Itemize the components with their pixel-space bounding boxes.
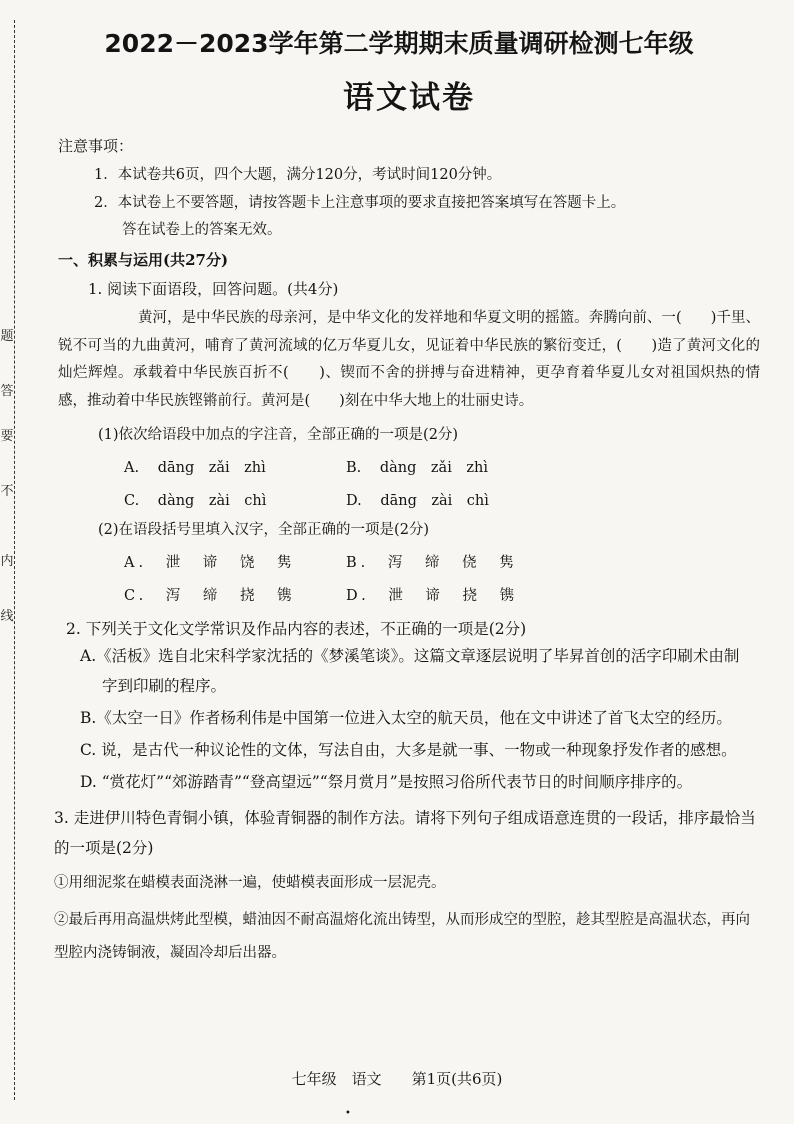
option-d: D. dāng zài chì (346, 493, 489, 509)
option-d: D. 泄 谛 挠 镌 (346, 588, 519, 604)
option-b: B. 泻 缔 侥 隽 (346, 555, 518, 571)
option-c: C. dàng zài chì (124, 493, 267, 509)
question-1-sub1-options (58, 456, 760, 477)
question-2-option-b: B.《太空一日》作者杨利伟是中国第一位进入太空的航天员，他在文中讲述了首飞太空的经历。 (80, 709, 732, 727)
notice-item-2: 2．本试卷上不要答题，请按答题卡上注意事项的要求直接把答案填写在答题卡上。 (94, 195, 626, 211)
question-1-passage: 黄河，是中华民族的母亲河，是中华文化的发祥地和华夏文明的摇篮。奔腾向前、一( )千里、锐不可当的九曲黄河，哺育了黄河流域的亿万华夏儿女，见证着中华民族的繁衍变迁，( )造了黄河文化的灿烂辉煌。承载着中华民族百折不( )、锲而不舍的拼搏与奋进精神，更孕育着华夏儿女对祖国炽热的情感，推动着中华民族铿锵前行。黄河是( )刻在中华大地上的壮丽史诗。 (58, 310, 760, 409)
notice-item-2-cont: 答在试卷上的答案无效。 (122, 222, 282, 238)
question-1-sub2: (2)在语段括号里填入汉字，全部正确的一项是(2分) (98, 522, 430, 538)
print-dot: • (345, 1108, 351, 1119)
option-a: A. 泄 谛 饶 隽 (124, 555, 296, 571)
binding-char: 要 (0, 429, 14, 444)
question-2-option-c: C. 说，是古代一种议论性的文体，写法自由，大多是就一事、一物或一种现象抒发作者的感想。 (80, 741, 737, 759)
question-3-stem: 3. 走进伊川特色青铜小镇，体验青铜器的制作方法。请将下列句子组成语意连贯的一段话，排序最恰当的一项是(2分) (54, 809, 756, 857)
question-3-item-1: ①用细泥浆在蜡模表面浇淋一遍，使蜡模表面形成一层泥壳。 (54, 875, 446, 891)
binding-char: 答 (0, 384, 14, 399)
page-footer: 七年级 语文 第1页(共6页) (291, 1070, 503, 1088)
question-1-sub2-options (58, 551, 760, 572)
question-2-option-d: D. “赏花灯”“郊游踏青”“登高望远”“祭月赏月”是按照习俗所代表节日的时间顺序排序的。 (80, 773, 693, 791)
exam-page (54, 14, 760, 970)
exam-title-line1: 2022－2023学年第二学期期末质量调研检测七年级 (104, 29, 694, 58)
question-2-option-a: A.《活板》选自北宋科学家沈括的《梦溪笔谈》。这篇文章逐层说明了毕昇首创的活字印刷术由制字到印刷的程序。 (80, 647, 740, 695)
section-heading: 一、积累与运用(共27分) (58, 251, 229, 269)
exam-title-line2: 语文试卷 (343, 80, 475, 116)
question-1-sub1-options (58, 489, 760, 510)
option-b: B. dàng zǎi zhì (346, 460, 488, 476)
question-1-stem: 1. 阅读下面语段，回答问题。(共4分) (88, 280, 339, 298)
binding-margin (0, 0, 22, 1124)
binding-char: 内 (0, 554, 14, 569)
binding-char: 不 (0, 484, 14, 499)
binding-char: 线 (0, 609, 14, 624)
notice-heading: 注意事项： (58, 137, 134, 155)
question-1-sub2-options (58, 584, 760, 605)
binding-char: 题 (0, 329, 14, 344)
option-a: A. dāng zǎi zhì (124, 460, 266, 476)
question-2-stem: 2. 下列关于文化文学常识及作品内容的表述，不正确的一项是(2分) (66, 620, 527, 638)
binding-dashed-line (14, 20, 15, 1100)
option-c: C. 泻 缔 挠 镌 (124, 588, 296, 604)
question-3-item-2: ②最后再用高温烘烤此型模，蜡油因不耐高温熔化流出铸型，从而形成空的型腔，趁其型腔是高温状态，再向型腔内浇铸铜液，凝固冷却后出器。 (54, 912, 750, 961)
notice-item-1: 1．本试卷共6页，四个大题，满分120分，考试时间120分钟。 (94, 167, 502, 183)
question-1-sub1: (1)依次给语段中加点的字注音，全部正确的一项是(2分) (98, 427, 459, 443)
